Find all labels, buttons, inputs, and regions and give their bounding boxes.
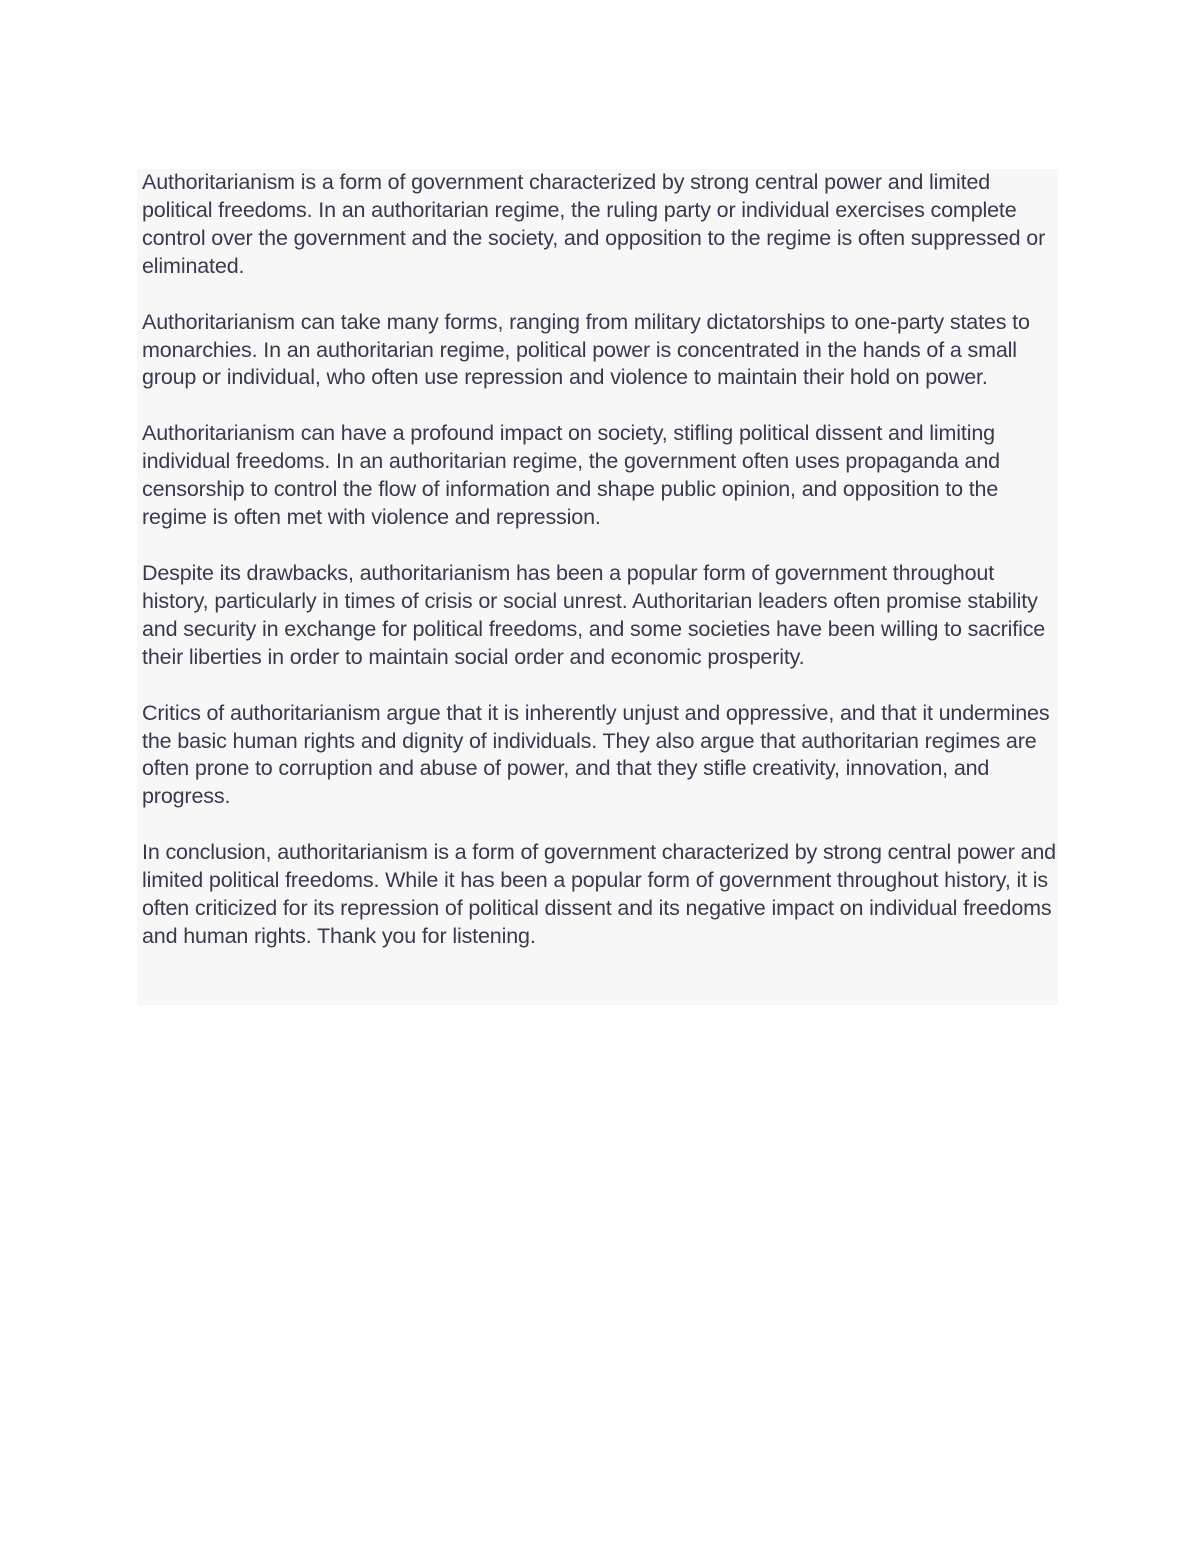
paragraph-4: Despite its drawbacks, authoritarianism has been a popular form of government throughout history, particularly in times of crisis or social unrest. Authoritarian leaders often promise stability and security in exchange for political freedoms, and some societies have been willing to sacrifice their liberties in order to maintain social order and economic prosperity.	[142, 560, 1046, 669]
paragraph-1: Authoritarianism is a form of government characterized by strong central power and limited political freedoms. In an authoritarian regime, the ruling party or individual exercises complete control over the government and the society, and opposition to the regime is often suppressed or eliminated.	[142, 170, 1046, 278]
paragraph-2: Authoritarianism can take many forms, ranging from military dictatorships to one-party states to monarchies. In an authoritarian regime, political power is concentrated in the hands of a small group or individual, who often use repression and violence to maintain their hold on power.	[142, 309, 1030, 390]
paragraph-6: In conclusion, authoritarianism is a form of government characterized by strong central power and limited political freedoms. While it has been a popular form of government throughout history, it is often criticized for its repression of political dissent and its negative impact on individual freedoms and human rights. Thank you for listening.	[142, 840, 1056, 948]
paragraph-3: Authoritarianism can have a profound impact on society, stifling political dissent and limiting individual freedoms. In an authoritarian regime, the government often uses propaganda and censorship to control the flow of information and shape public opinion, and opposition to the regime is often met with violence and repression.	[142, 421, 1000, 530]
paragraph-5: Critics of authoritarianism argue that it is inherently unjust and oppressive, and that it undermines the basic human rights and dignity of individuals. They also argue that authoritarian regimes are often prone to corruption and abuse of power, and that they stifle creativity, innovation, and progress.	[142, 700, 1050, 809]
text-block	[137, 169, 1058, 1005]
